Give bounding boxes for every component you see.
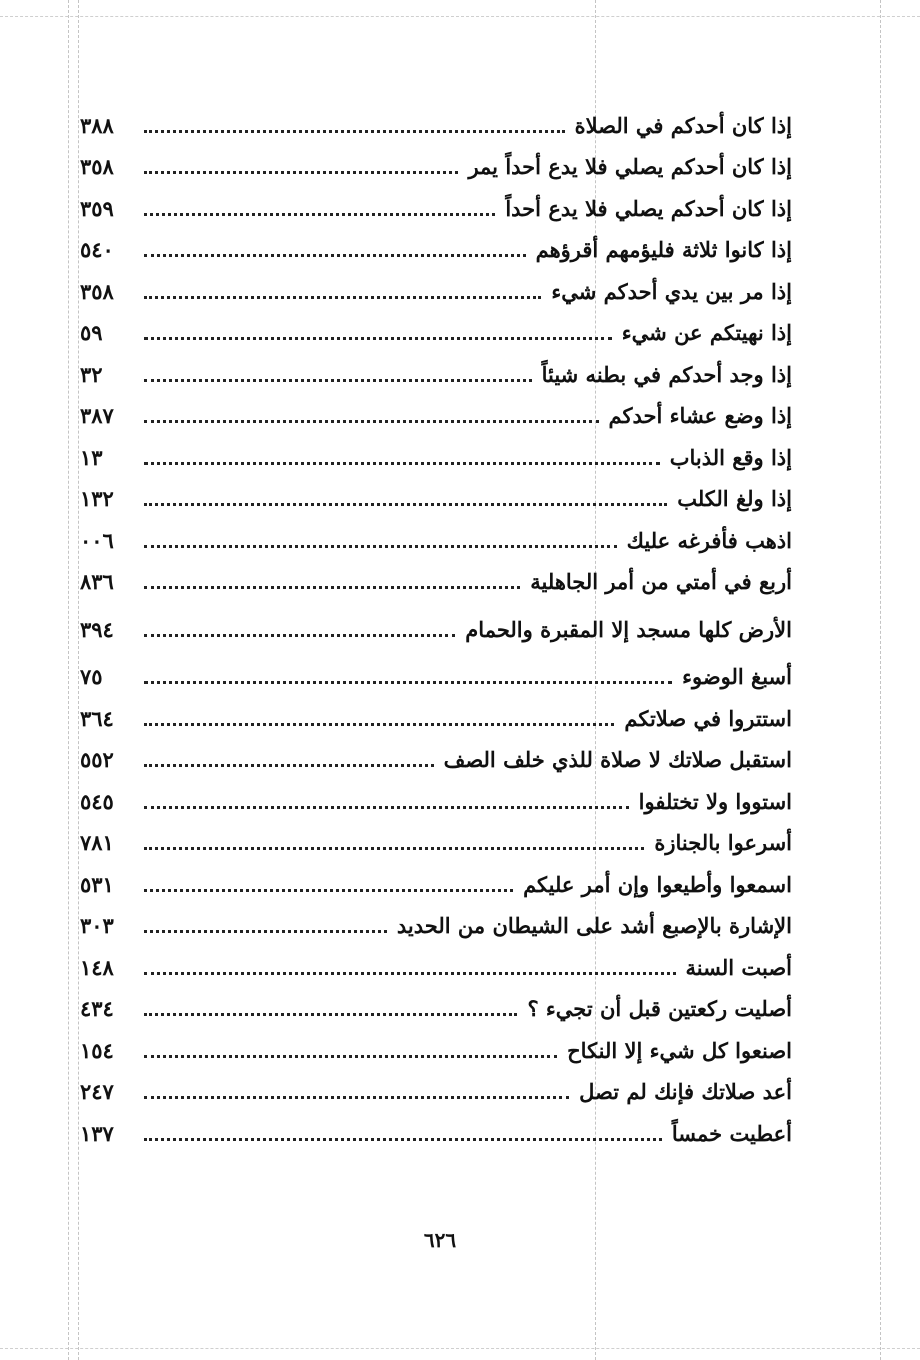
index-entry	[80, 1106, 792, 1148]
entry-page-number: ١٣٧	[80, 1120, 114, 1146]
index-entry	[80, 389, 792, 431]
entry-text: إذا كان أحدكم يصلي فلا يدع أحداً	[505, 195, 792, 221]
entry-text: أصبت السنة	[685, 954, 792, 980]
index-entry	[80, 264, 792, 306]
index-entry	[80, 98, 792, 140]
entry-text: استووا ولا تختلفوا	[638, 788, 792, 814]
entry-text: إذا وقع الذباب	[669, 444, 792, 470]
index-entry	[80, 513, 792, 555]
index-entry	[80, 691, 792, 733]
entry-page-number: ٣٥٨	[80, 278, 114, 304]
dot-leader	[144, 586, 520, 589]
entry-text: أعد صلاتك فإنك لم تصل	[579, 1079, 792, 1104]
entry-page-number: ٧٨١	[80, 830, 114, 855]
dot-leader	[144, 723, 614, 726]
entry-text: أسرعوا بالجنازة	[654, 830, 792, 855]
dot-leader	[144, 462, 660, 465]
entry-page-number: ٢٤٧	[80, 1079, 114, 1104]
entry-page-number: ٥٤٠	[80, 237, 114, 262]
index-entry	[80, 347, 792, 389]
dot-leader	[144, 213, 495, 216]
entry-page-number: ٥٤٥	[80, 788, 114, 814]
entry-page-number: ١٥٤	[80, 1037, 114, 1063]
guide-line	[0, 1348, 920, 1349]
index-entry	[80, 940, 792, 982]
entry-text: أسبغ الوضوء	[682, 664, 792, 689]
index-entry	[80, 899, 792, 941]
dot-leader	[144, 254, 526, 257]
index-entry	[80, 982, 792, 1024]
dot-leader	[144, 1096, 569, 1099]
entry-page-number: ٥٥٢	[80, 747, 114, 772]
index-entry	[80, 774, 792, 816]
entry-page-number: ٣٥٨	[80, 154, 114, 179]
dot-leader	[144, 972, 676, 975]
index-entry	[80, 140, 792, 182]
entry-text: إذا ولغ الكلب	[677, 486, 792, 511]
dot-leader	[144, 545, 617, 548]
entry-text: إذا نهيتكم عن شيء	[621, 320, 792, 345]
entry-page-number: ٨٣٦	[80, 569, 114, 594]
guide-line	[68, 0, 69, 1360]
entry-page-number: ٣٠٣	[80, 913, 114, 938]
entry-page-number: ١٣٢	[80, 486, 114, 511]
entry-text: اذهب فأفرغه عليك	[626, 527, 792, 553]
index-entry	[80, 472, 792, 514]
dot-leader	[144, 847, 644, 850]
dot-leader	[144, 764, 434, 767]
entry-page-number: ٣٩٤	[80, 616, 114, 642]
dot-leader	[144, 930, 387, 933]
index-entry	[80, 181, 792, 223]
dot-leader	[144, 296, 541, 299]
entry-text: استتروا في صلاتكم	[624, 705, 792, 731]
entry-text: إذا مر بين يدي أحدكم شيء	[551, 278, 792, 304]
index-entry	[80, 602, 792, 644]
guide-line	[0, 16, 920, 17]
entry-text: الإشارة بالإصبع أشد على الشيطان من الحديد	[396, 913, 792, 938]
dot-leader	[144, 634, 455, 637]
dot-leader	[144, 379, 532, 382]
dot-leader	[144, 420, 599, 423]
entry-page-number: ١٣	[80, 444, 103, 470]
entry-page-number: ٣٨٨	[80, 112, 114, 138]
dot-leader	[144, 1013, 517, 1016]
entry-text: إذا كان أحدكم يصلي فلا يدع أحداً يمر	[468, 154, 792, 179]
entry-page-number: ٣٦٤	[80, 705, 114, 731]
entry-text: إذا وجد أحدكم في بطنه شيئاً	[541, 361, 792, 387]
entry-page-number: ٤٣٤	[80, 996, 114, 1021]
dot-leader	[144, 503, 667, 506]
dot-leader	[144, 1055, 557, 1058]
index-entry	[80, 733, 792, 775]
index-entry	[80, 223, 792, 265]
index-entry	[80, 857, 792, 899]
index-entry	[80, 430, 792, 472]
entry-page-number: ٣٥٩	[80, 195, 114, 221]
index-entry	[80, 306, 792, 348]
dot-leader	[144, 171, 458, 174]
entry-text: إذا كانوا ثلاثة فليؤمهم أقرؤهم	[535, 237, 792, 262]
entry-text: أعطيت خمساً	[671, 1120, 792, 1146]
entry-text: أصليت ركعتين قبل أن تجيء ؟	[527, 996, 792, 1021]
index-entry	[80, 1065, 792, 1107]
entry-page-number: ٣٨٧	[80, 403, 114, 428]
index-entry	[80, 1023, 792, 1065]
dot-leader	[144, 681, 672, 684]
entry-text: أربع في أمتي من أمر الجاهلية	[530, 569, 792, 594]
entry-page-number: ٠٠٦	[80, 527, 114, 553]
entry-page-number: ١٤٨	[80, 954, 114, 980]
entry-page-number: ٣٢	[80, 361, 103, 387]
index-list	[80, 98, 792, 1148]
guide-line	[78, 0, 79, 1360]
entry-text: اسمعوا وأطيعوا وإن أمر عليكم	[523, 871, 792, 897]
entry-text: الأرض كلها مسجد إلا المقبرة والحمام	[465, 616, 792, 642]
dot-leader	[144, 130, 565, 133]
page-number: ٦٢٦	[423, 1228, 457, 1252]
guide-line	[880, 0, 881, 1360]
dot-leader	[144, 1138, 662, 1141]
entry-text: اصنعوا كل شيء إلا النكاح	[567, 1037, 792, 1063]
index-entry	[80, 555, 792, 597]
dot-leader	[144, 889, 513, 892]
dot-leader	[144, 806, 629, 809]
entry-text: إذا وضع عشاء أحدكم	[608, 403, 792, 428]
index-entry	[80, 650, 792, 692]
entry-page-number: ٥٣١	[80, 871, 114, 897]
entry-page-number: ٧٥	[80, 664, 103, 689]
index-entry	[80, 816, 792, 858]
dot-leader	[144, 337, 612, 340]
entry-page-number: ٥٩	[80, 320, 103, 345]
entry-text: استقبل صلاتك لا صلاة للذي خلف الصف	[443, 747, 792, 772]
entry-text: إذا كان أحدكم في الصلاة	[574, 112, 792, 138]
